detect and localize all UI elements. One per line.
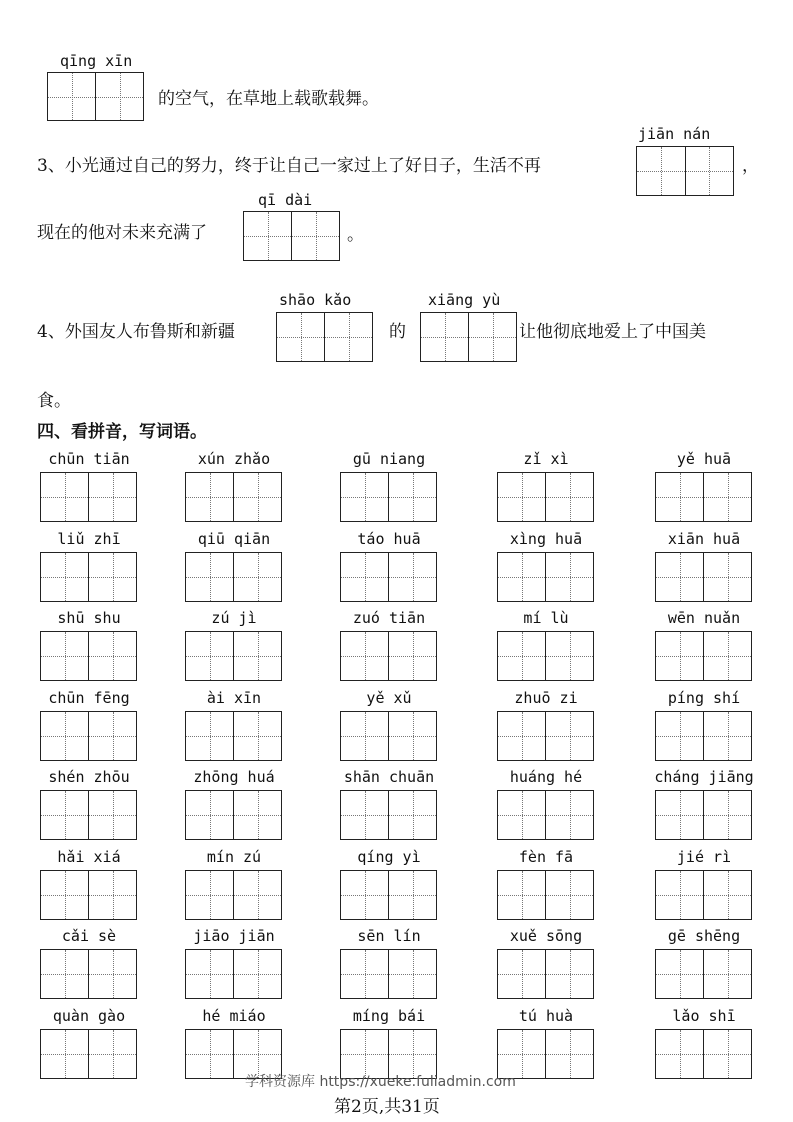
answer-grid[interactable]: [497, 711, 594, 761]
pinyin-label: yě xǔ: [366, 688, 412, 707]
answer-grid[interactable]: [40, 631, 137, 681]
q3-text-a: 3、小光通过自己的努力，终于让自己一家过上了好日子，生活不再: [37, 156, 541, 176]
pinyin-label: chūn fēng: [48, 688, 130, 707]
answer-grid[interactable]: [185, 472, 282, 522]
answer-grid[interactable]: [40, 1029, 137, 1079]
answer-grid[interactable]: [40, 552, 137, 602]
pinyin-label: cǎi sè: [61, 927, 117, 945]
answer-grid[interactable]: [497, 949, 594, 999]
answer-grid[interactable]: [340, 711, 437, 761]
answer-grid[interactable]: [185, 949, 282, 999]
pinyin-label: ài xīn: [206, 688, 262, 707]
pinyin-label: xiān huā: [667, 529, 741, 548]
footer-watermark: 学科资源库 https://xueke.fuliadmin.com: [245, 1074, 516, 1090]
q3-pinyin-a: jiān nán: [638, 125, 711, 143]
pinyin-label: zǐ xì: [523, 450, 569, 468]
pinyin-label: shén zhōu: [48, 768, 130, 786]
q2-text: 的空气，在草地上载歌载舞。: [158, 89, 379, 109]
section-heading: 四、看拼音，写词语。: [37, 422, 207, 442]
pinyin-label: gē shēng: [667, 927, 741, 945]
pinyin-label: zú jì: [211, 609, 257, 627]
pinyin-label: táo huā: [357, 529, 421, 548]
answer-grid[interactable]: [655, 949, 752, 999]
answer-grid[interactable]: [655, 552, 752, 602]
answer-grid[interactable]: [497, 631, 594, 681]
answer-grid[interactable]: [40, 870, 137, 920]
answer-grid[interactable]: [655, 1029, 752, 1079]
q4-mid-text: 的: [389, 322, 406, 342]
answer-grid[interactable]: [185, 631, 282, 681]
pinyin-label: qíng yì: [357, 847, 421, 866]
pinyin-label: míng bái: [352, 1006, 426, 1025]
q3-answer-grid-b[interactable]: [243, 211, 340, 261]
pinyin-label: fèn fā: [518, 847, 574, 866]
answer-grid[interactable]: [185, 790, 282, 840]
pinyin-label: cháng jiāng: [654, 768, 754, 786]
answer-grid[interactable]: [40, 711, 137, 761]
pinyin-label: sēn lín: [357, 927, 421, 945]
answer-grid[interactable]: [655, 472, 752, 522]
pinyin-label: shān chuān: [343, 768, 435, 786]
q4-pinyin-b: xiāng yù: [428, 291, 501, 309]
answer-grid[interactable]: [185, 552, 282, 602]
answer-grid[interactable]: [655, 870, 752, 920]
answer-grid[interactable]: [497, 552, 594, 602]
pinyin-label: tú huà: [518, 1006, 574, 1025]
pinyin-label: lǎo shī: [672, 1006, 736, 1025]
pinyin-label: zhuō zi: [514, 688, 578, 707]
q4-answer-grid-b[interactable]: [420, 312, 517, 362]
answer-grid[interactable]: [185, 870, 282, 920]
answer-grid[interactable]: [40, 790, 137, 840]
answer-grid[interactable]: [655, 790, 752, 840]
pinyin-label: huáng hé: [509, 768, 583, 786]
answer-grid[interactable]: [340, 552, 437, 602]
answer-grid[interactable]: [40, 949, 137, 999]
answer-grid[interactable]: [497, 790, 594, 840]
pinyin-label: xún zhǎo: [197, 450, 271, 468]
answer-grid[interactable]: [497, 472, 594, 522]
answer-grid[interactable]: [340, 870, 437, 920]
answer-grid[interactable]: [655, 711, 752, 761]
q3-text-b: 现在的他对未来充满了: [37, 223, 207, 243]
pinyin-label: qiū qiān: [197, 529, 271, 548]
pinyin-label: jié rì: [676, 847, 732, 866]
pinyin-label: quàn gào: [52, 1006, 126, 1025]
q3-pinyin-b: qī dài: [258, 191, 313, 209]
answer-grid[interactable]: [340, 949, 437, 999]
q2-pinyin: qīng xīn: [60, 52, 133, 70]
pinyin-label: xìng huā: [509, 529, 583, 548]
q3-comma: ，: [742, 156, 759, 176]
q4-text-c: 食。: [37, 391, 71, 411]
pinyin-label: gū niang: [352, 450, 426, 468]
pinyin-label: hǎi xiá: [57, 847, 121, 866]
q3-answer-grid-a[interactable]: [636, 146, 734, 196]
pinyin-label: liǔ zhī: [57, 529, 121, 548]
answer-grid[interactable]: [40, 472, 137, 522]
answer-grid[interactable]: [340, 631, 437, 681]
q4-pinyin-a: shāo kǎo: [279, 291, 352, 309]
q4-answer-grid-a[interactable]: [276, 312, 373, 362]
pinyin-label: mí lù: [523, 609, 569, 627]
answer-grid[interactable]: [655, 631, 752, 681]
q3-period: 。: [347, 225, 364, 245]
pinyin-label: jiāo jiān: [193, 927, 275, 945]
answer-grid[interactable]: [185, 711, 282, 761]
pinyin-label: shū shu: [57, 609, 121, 627]
answer-grid[interactable]: [340, 472, 437, 522]
pinyin-label: wēn nuǎn: [667, 609, 741, 627]
pinyin-label: chūn tiān: [48, 450, 130, 468]
answer-grid[interactable]: [497, 870, 594, 920]
pinyin-label: xuě sōng: [509, 927, 583, 945]
pinyin-label: zhōng huá: [193, 768, 275, 786]
q4-text-a: 4、外国友人布鲁斯和新疆: [37, 322, 235, 342]
answer-grid[interactable]: [340, 790, 437, 840]
q4-text-b: 让他彻底地爱上了中国美: [519, 322, 706, 342]
pinyin-label: yě huā: [676, 450, 732, 468]
pinyin-label: mín zú: [206, 847, 262, 866]
page-number: 第2页,共31页: [334, 1097, 440, 1117]
pinyin-label: hé miáo: [202, 1006, 266, 1025]
q2-answer-grid[interactable]: [47, 72, 144, 121]
pinyin-label: zuó tiān: [352, 609, 426, 627]
pinyin-label: píng shí: [667, 688, 741, 707]
